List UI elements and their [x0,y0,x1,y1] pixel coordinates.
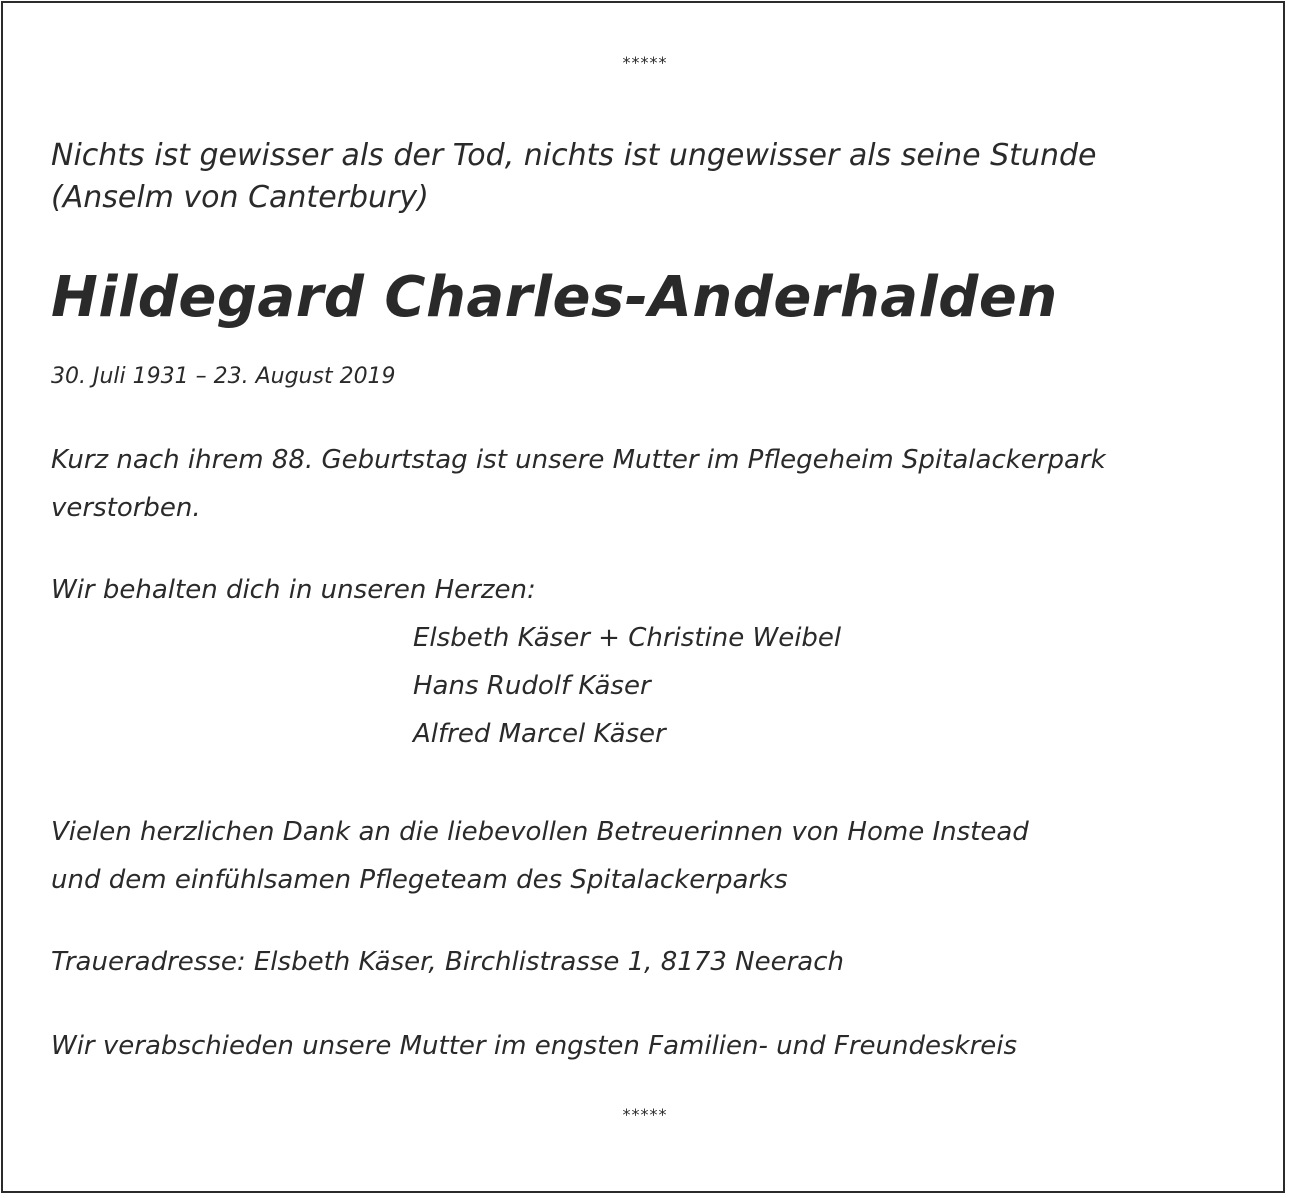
motto-line-1: Nichts ist gewisser als der Tod, nichts ist ungewisser als seine Stunde [51,138,1097,173]
obituary-notice [1,1,1285,1193]
signers-list [413,614,841,758]
thanks-line-1: Vielen herzlichen Dank an die liebevollen Betreuerinnen von Home Instead [51,817,1029,847]
thanks-line-2: und dem einfühlsamen Pflegeteam des Spitalackerparks [51,865,788,895]
intro-text [51,436,1231,532]
motto-line-2: (Anselm von Canterbury) [51,180,429,215]
life-dates: 30. Juli 1931 – 23. August 2019 [51,364,396,389]
farewell-text: Wir verabschieden unsere Mutter im engsten Familien- und Freundeskreis [51,1031,1018,1061]
motto-quote [51,135,1231,219]
deceased-name: Hildegard Charles-Anderhalden [51,265,1058,330]
mourning-address: Traueradresse: Elsbeth Käser, Birchlistrasse 1, 8173 Neerach [51,947,844,977]
signer-name: Elsbeth Käser + Christine Weibel [413,623,842,653]
ornament-bottom: ***** [622,1105,668,1124]
signer-name: Alfred Marcel Käser [413,719,666,749]
thanks-text [51,808,1231,904]
intro-line-2: verstorben. [51,493,201,523]
intro-line-1: Kurz nach ihrem 88. Geburtstag ist unsere Mutter im Pflegeheim Spitalackerpark [51,445,1106,475]
ornament-top: ***** [622,53,668,72]
greeting-text: Wir behalten dich in unseren Herzen: [51,575,536,605]
signer-name: Hans Rudolf Käser [413,671,651,701]
